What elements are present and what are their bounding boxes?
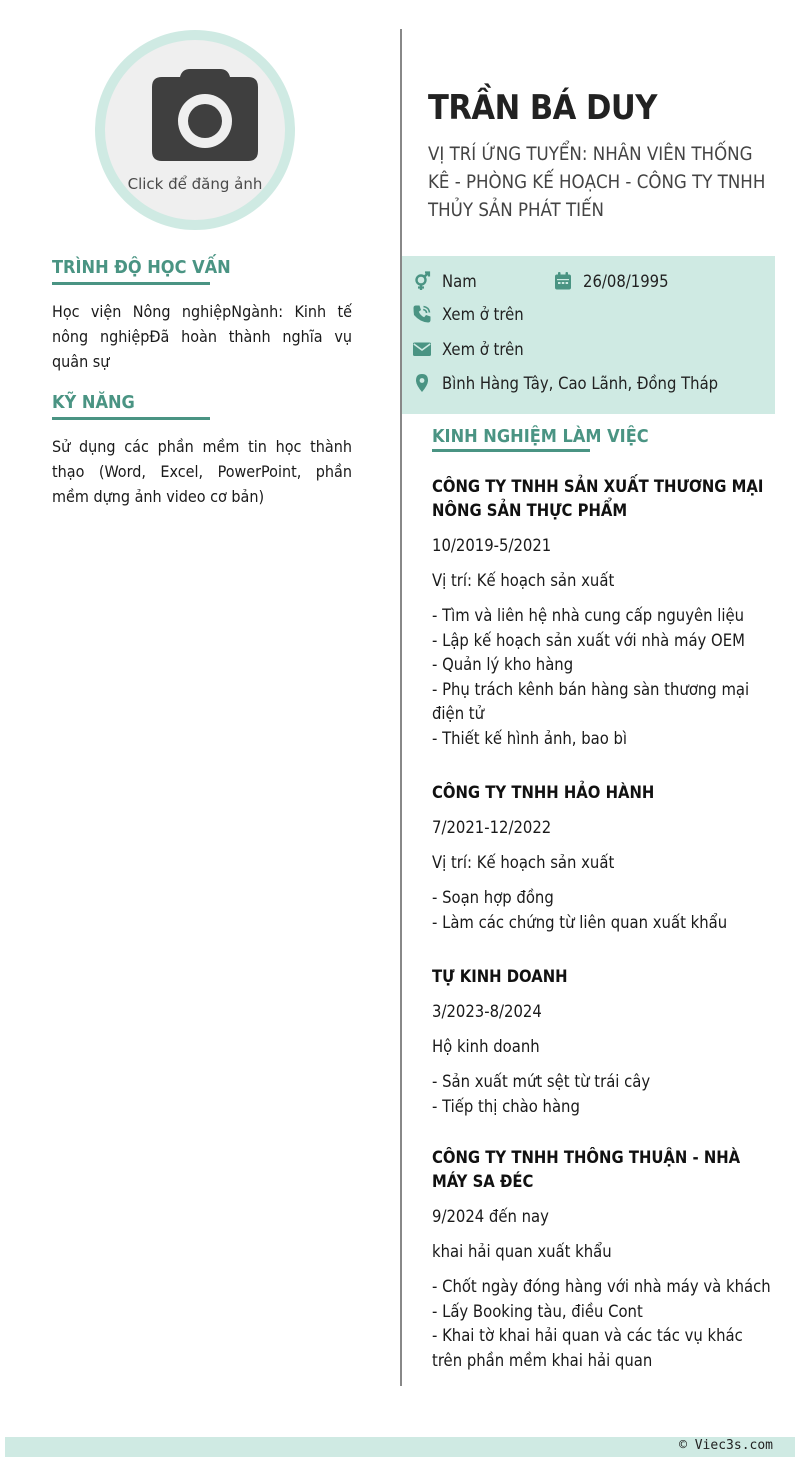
job-company: CÔNG TY TNHH HẢO HÀNH bbox=[432, 783, 655, 802]
footer-copyright: © Viec3s.com bbox=[679, 1438, 773, 1453]
experience-header bbox=[432, 426, 772, 452]
candidate-name: TRẦN BÁ DUY bbox=[428, 88, 657, 128]
job-tasks bbox=[432, 886, 772, 935]
contact-phone bbox=[412, 304, 524, 324]
job-tasks bbox=[432, 1070, 772, 1119]
job-period: 10/2019-5/2021 bbox=[432, 536, 552, 555]
job-entry bbox=[432, 1146, 772, 1373]
birthday-value: 26/08/1995 bbox=[583, 271, 669, 291]
job-company: TỰ KINH DOANH bbox=[432, 967, 568, 986]
job-task: - Thiết kế hình ảnh, bao bì bbox=[432, 728, 628, 748]
address-value: Bình Hàng Tây, Cao Lãnh, Đồng Tháp bbox=[442, 373, 719, 393]
education-underline bbox=[52, 282, 210, 285]
experience-title: KINH NGHIỆM LÀM VIỆC bbox=[432, 426, 649, 447]
job-task: - Tìm và liên hệ nhà cung cấp nguyên liệu bbox=[432, 606, 745, 625]
job-period: 3/2023-8/2024 bbox=[432, 1002, 542, 1021]
skills-underline bbox=[52, 417, 210, 420]
gender-icon bbox=[412, 271, 432, 291]
contact-gender bbox=[412, 271, 477, 291]
skills-title: KỸ NĂNG bbox=[52, 392, 135, 413]
upload-photo-button[interactable] bbox=[105, 40, 285, 220]
job-task: - Sản xuất mứt sệt từ trái cây bbox=[432, 1072, 651, 1091]
job-role: Hộ kinh doanh bbox=[432, 1037, 540, 1056]
job-task: - Tiếp thị chào hàng bbox=[432, 1096, 580, 1116]
skills-text: Sử dụng các phần mềm tin học thành thạo (Word, Excel, PowerPoint, phần mềm dựng ảnh video cơ bản) bbox=[52, 437, 352, 506]
column-divider bbox=[400, 29, 402, 1386]
contact-address bbox=[412, 373, 718, 393]
education-text: Học viện Nông nghiệpNgành: Kinh tế nông nghiệpĐã hoàn thành nghĩa vụ quân sự bbox=[52, 302, 352, 371]
job-task: - Soạn hợp đồng bbox=[432, 888, 554, 907]
location-icon bbox=[412, 373, 432, 393]
contact-panel bbox=[402, 256, 775, 414]
camera-icon bbox=[150, 67, 260, 162]
job-task: - Chốt ngày đóng hàng với nhà máy và khách bbox=[432, 1277, 771, 1296]
job-role: Vị trí: Kế hoạch sản xuất bbox=[432, 571, 615, 590]
education-title: TRÌNH ĐỘ HỌC VẤN bbox=[52, 257, 231, 278]
job-company: CÔNG TY TNHH THÔNG THUẬN - NHÀ MÁY SA ĐÉC bbox=[432, 1148, 741, 1191]
job-role: Vị trí: Kế hoạch sản xuất bbox=[432, 853, 615, 872]
contact-email bbox=[412, 339, 524, 359]
contact-birthday bbox=[553, 271, 669, 291]
job-period: 7/2021-12/2022 bbox=[432, 818, 552, 837]
upload-photo-label: Click để đăng ảnh bbox=[127, 175, 263, 193]
experience-underline bbox=[432, 449, 590, 452]
job-tasks bbox=[432, 604, 772, 751]
phone-icon bbox=[412, 304, 432, 324]
job-tasks bbox=[432, 1275, 772, 1373]
job-entry bbox=[432, 965, 772, 1119]
email-value: Xem ở trên bbox=[442, 339, 524, 359]
job-company: CÔNG TY TNHH SẢN XUẤT THƯƠNG MẠI NÔNG SẢN THỰC PHẨM bbox=[432, 477, 764, 520]
job-task: - Lấy Booking tàu, điều Cont bbox=[432, 1301, 643, 1321]
email-icon bbox=[412, 339, 432, 359]
job-entry bbox=[432, 475, 772, 751]
applied-position: VỊ TRÍ ỨNG TUYỂN: NHÂN VIÊN THỐNG KÊ - PHÒNG KẾ HOẠCH - CÔNG TY TNHH THỦY SẢN PHÁT TIẾN bbox=[428, 144, 766, 221]
job-task: - Lập kế hoạch sản xuất với nhà máy OEM bbox=[432, 630, 745, 650]
job-task: - Khai tờ khai hải quan và các tác vụ khác trên phần mềm khai hải quan bbox=[432, 1326, 743, 1370]
job-task: - Quản lý kho hàng bbox=[432, 655, 574, 674]
education-section bbox=[52, 257, 352, 374]
phone-value: Xem ở trên bbox=[442, 304, 524, 324]
job-entry bbox=[432, 781, 772, 935]
avatar bbox=[95, 30, 295, 230]
job-task: - Phụ trách kênh bán hàng sàn thương mại điện tử bbox=[432, 679, 750, 723]
job-period: 9/2024 đến nay bbox=[432, 1207, 549, 1226]
footer-bar bbox=[5, 1437, 795, 1457]
job-role: khai hải quan xuất khẩu bbox=[432, 1242, 612, 1261]
calendar-icon bbox=[553, 271, 573, 291]
gender-value: Nam bbox=[442, 271, 477, 291]
skills-section bbox=[52, 392, 352, 509]
job-task: - Làm các chứng từ liên quan xuất khẩu bbox=[432, 912, 728, 932]
